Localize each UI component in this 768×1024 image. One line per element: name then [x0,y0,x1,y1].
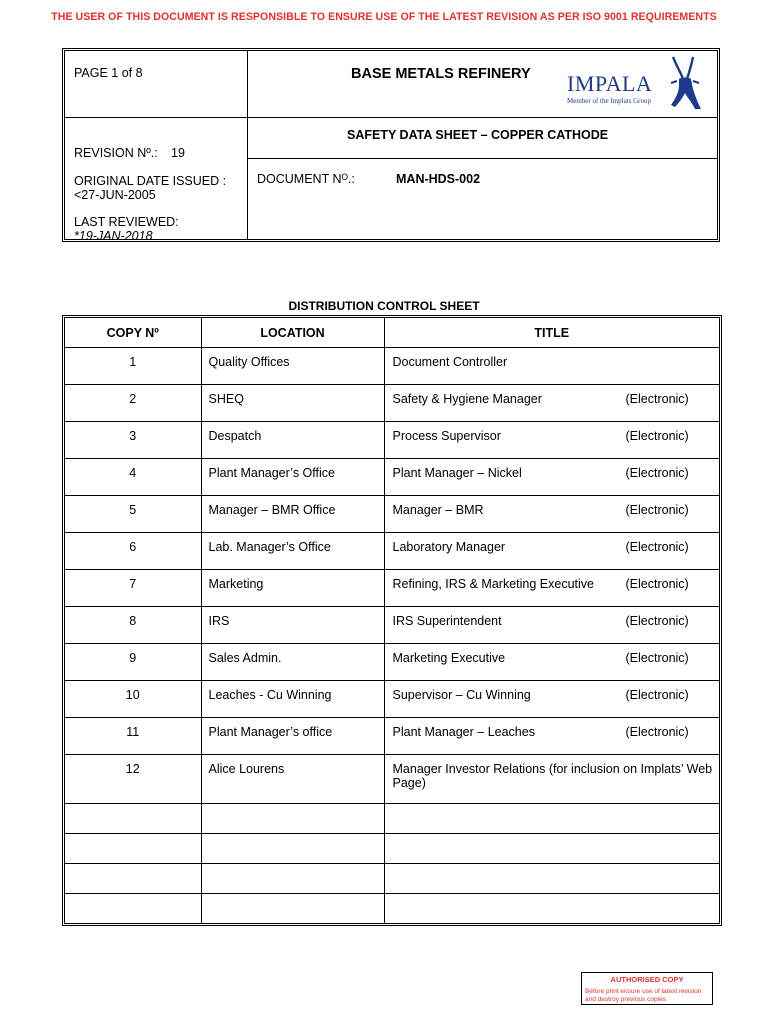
location-cell: SHEQ [201,385,384,422]
logo-text: IMPALA [567,71,653,96]
copy-number: 9 [65,644,201,681]
empty-cell [384,834,719,864]
document-no-value: MAN-HDS-002 [396,172,481,186]
location-cell: IRS [201,607,384,644]
original-date-value: <27-JUN-2005 [74,188,156,202]
revision-warning: THE USER OF THIS DOCUMENT IS RESPONSIBLE TO ENSURE USE OF THE LATEST REVISION AS PER ISO 9001 REQUIREMENTS [51,11,717,23]
empty-table-row [65,894,719,924]
column-header-copy: COPY Nº [65,318,201,348]
antelope-icon [663,55,707,113]
copy-number: 1 [65,348,201,385]
copy-number: 3 [65,422,201,459]
empty-cell [65,834,201,864]
electronic-note: (Electronic) [625,466,689,480]
location-cell: Lab. Manager’s Office [201,533,384,570]
copy-number: 10 [65,681,201,718]
location-cell: Sales Admin. [201,644,384,681]
title-text: Plant Manager – Nickel [392,466,522,480]
copy-number: 11 [65,718,201,755]
copy-number: 5 [65,496,201,533]
copy-number: 4 [65,459,201,496]
table-header-row [65,318,719,348]
table-row [65,533,719,570]
location-cell: Leaches - Cu Winning [201,681,384,718]
distribution-table [62,315,722,926]
impala-logo [567,55,717,115]
empty-cell [384,864,719,894]
copy-number: 7 [65,570,201,607]
empty-cell [65,864,201,894]
electronic-note: (Electronic) [625,429,689,443]
electronic-note: (Electronic) [625,688,689,702]
empty-cell [65,894,201,924]
electronic-note: (Electronic) [625,725,689,739]
electronic-note: (Electronic) [625,577,689,591]
title-text: Refining, IRS & Marketing Executive [392,577,594,591]
title-text: IRS Superintendent [392,614,502,628]
title-text: Manager – BMR [392,503,484,517]
empty-table-row [65,834,719,864]
empty-cell [201,804,384,834]
last-reviewed-label: LAST REVIEWED: [74,215,179,229]
company-name: BASE METALS REFINERY [351,66,531,82]
electronic-note: (Electronic) [625,651,689,665]
empty-cell [201,894,384,924]
title-cell [384,644,719,681]
empty-table-row [65,864,719,894]
last-reviewed-value: *19-JAN-2018 [74,229,153,243]
table-row [65,385,719,422]
location-cell: Plant Manager’s Office [201,459,384,496]
copy-number: 8 [65,607,201,644]
column-header-title: TITLE [384,318,719,348]
title-cell [384,681,719,718]
title-cell [384,570,719,607]
table-row [65,755,719,804]
location-cell: Despatch [201,422,384,459]
electronic-note: (Electronic) [625,503,689,517]
revision-value: 19 [171,146,185,160]
document-no-label: DOCUMENT Nᴼ.: [257,172,355,186]
title-text: Process Supervisor [392,429,501,443]
copy-number: 2 [65,385,201,422]
empty-cell [65,804,201,834]
document-header [62,48,720,242]
empty-cell [201,834,384,864]
table-row [65,570,719,607]
title-text: Manager Investor Relations (for inclusion on Implats’ Web Page) [392,762,713,790]
title-cell [384,533,719,570]
title-text: Supervisor – Cu Winning [392,688,531,702]
location-cell: Alice Lourens [201,755,384,804]
electronic-note: (Electronic) [625,392,689,406]
title-cell [384,385,719,422]
table-row [65,718,719,755]
copy-number: 6 [65,533,201,570]
title-text: Document Controller [392,355,508,369]
authorised-copy-title: AUTHORISED COPY [610,975,684,984]
distribution-title: DISTRIBUTION CONTROL SHEET [288,299,480,313]
table-row [65,496,719,533]
title-text: Marketing Executive [392,651,506,665]
page-number: PAGE 1 of 8 [74,66,143,80]
copy-number: 12 [65,755,201,804]
title-cell [384,496,719,533]
title-cell [384,607,719,644]
electronic-note: (Electronic) [625,614,689,628]
table-row [65,607,719,644]
location-cell: Marketing [201,570,384,607]
table-row [65,348,719,385]
title-cell [384,422,719,459]
column-header-location: LOCATION [201,318,384,348]
title-text: Laboratory Manager [392,540,506,554]
title-cell [384,459,719,496]
title-text: Safety & Hygiene Manager [392,392,542,406]
electronic-note: (Electronic) [625,540,689,554]
table-row [65,459,719,496]
title-text: Plant Manager – Leaches [392,725,535,739]
title-cell [384,755,719,804]
original-date-label: ORIGINAL DATE ISSUED : [74,174,227,188]
location-cell: Quality Offices [201,348,384,385]
empty-table-row [65,804,719,834]
table-row [65,681,719,718]
empty-cell [384,804,719,834]
title-cell [384,718,719,755]
table-row [65,644,719,681]
authorised-copy-note: Before print ensure use of latest revision and destroy previous copies [585,988,702,1003]
empty-cell [384,894,719,924]
authorised-copy-stamp [581,972,713,1005]
revision-label: REVISION Nº.: [74,146,158,160]
logo-subtitle: Member of the Implats Group [567,97,651,105]
empty-cell [201,864,384,894]
sheet-title: SAFETY DATA SHEET – COPPER CATHODE [347,128,609,142]
title-cell [384,348,719,385]
location-cell: Plant Manager’s office [201,718,384,755]
table-row [65,422,719,459]
location-cell: Manager – BMR Office [201,496,384,533]
